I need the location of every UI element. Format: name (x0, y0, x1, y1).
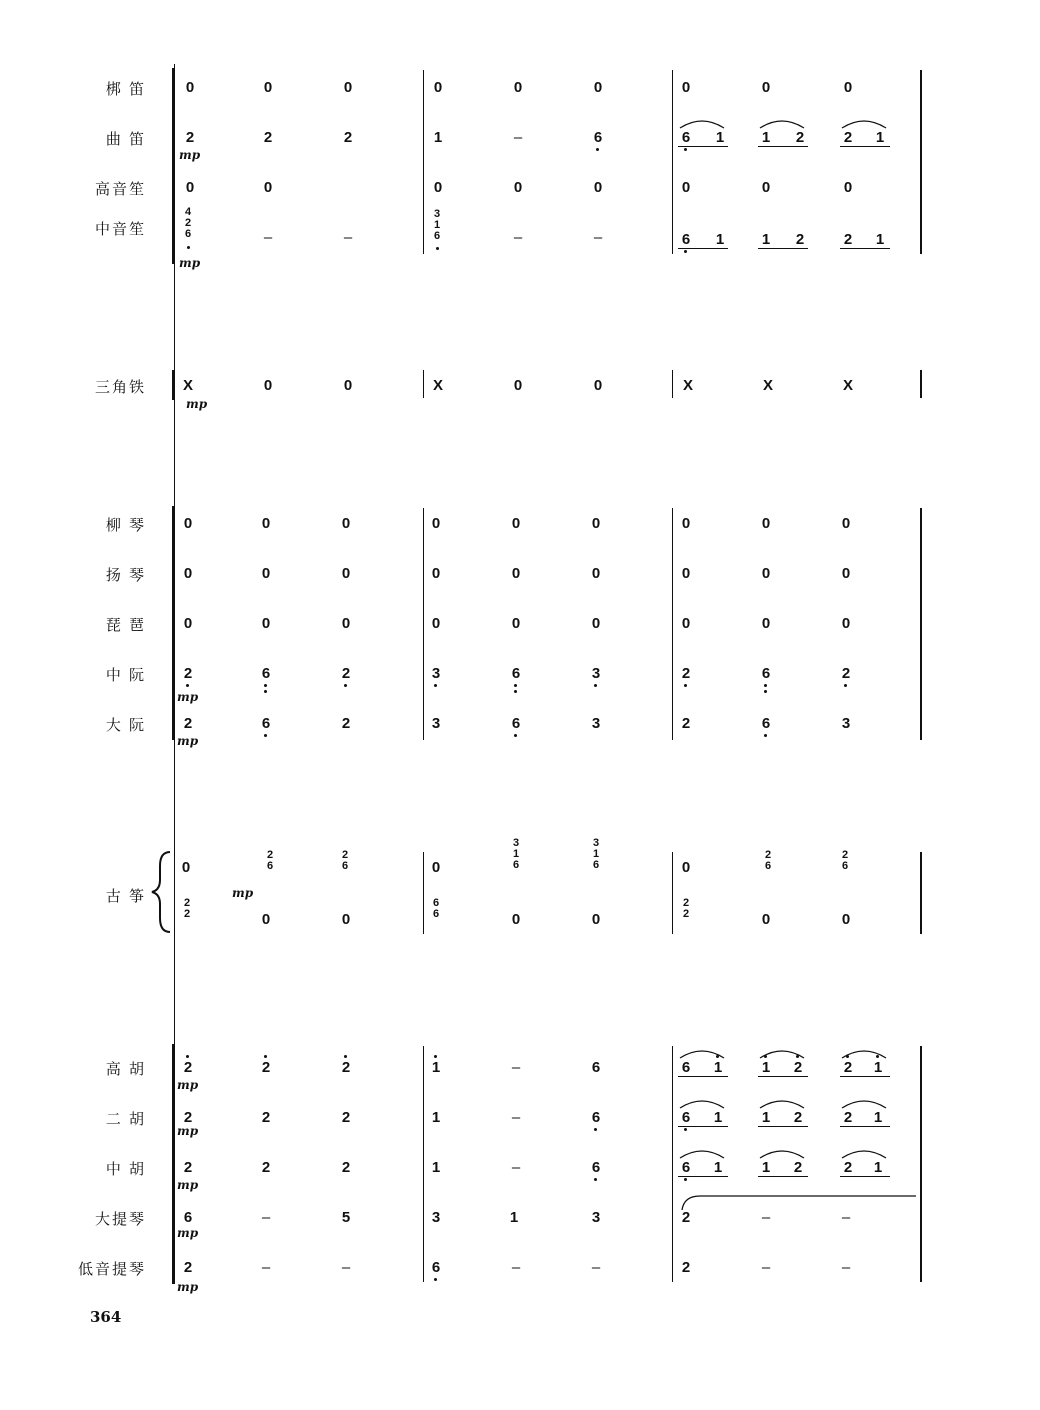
guzheng-brace (152, 852, 170, 932)
note: 0 (513, 179, 523, 196)
note: 0 (511, 515, 521, 532)
note: 0 (183, 515, 193, 532)
note: 0 (183, 565, 193, 582)
note: 0 (681, 859, 691, 876)
slur (760, 1051, 804, 1058)
note: 0 (681, 515, 691, 532)
dash: – (841, 1259, 851, 1276)
note: 3 (431, 1209, 441, 1226)
note: 3 (841, 715, 851, 732)
dynamic-mp: mp (177, 734, 199, 748)
note: 1 (761, 1159, 771, 1176)
note: 0 (511, 911, 521, 928)
instrument-name-yangqin: 扬 琴 (105, 567, 146, 584)
note: 1 (761, 129, 771, 146)
note-low: 3 (586, 666, 606, 681)
note: 0 (841, 515, 851, 532)
note: 1 (715, 129, 725, 146)
chord-note: 4 2 6 (184, 206, 192, 240)
dynamic-mp: mp (177, 1226, 199, 1240)
note: 3 (591, 1209, 601, 1226)
chord-note: 2 6 (341, 849, 349, 872)
note: 0 (431, 615, 441, 632)
note-high: 2 (788, 1060, 808, 1075)
note: 3 (591, 715, 601, 732)
note-low: 6 (256, 716, 276, 731)
note: 2 (341, 1109, 351, 1126)
instrument-name-pipa: 琵 琶 (105, 617, 146, 634)
note: 0 (263, 179, 273, 196)
note: 0 (591, 515, 601, 532)
note-high: 2 (178, 1060, 198, 1075)
dynamic-mp: mp (232, 886, 254, 900)
slur (842, 1051, 886, 1058)
note: 0 (681, 565, 691, 582)
dynamic-mp: mp (177, 1178, 199, 1192)
note: 2 (261, 1159, 271, 1176)
note-high: 1 (708, 1060, 728, 1075)
note: 6 (591, 1059, 601, 1076)
note-low: 6 (506, 716, 526, 731)
dash: – (511, 1109, 521, 1126)
note: 2 (341, 715, 351, 732)
note: 1 (431, 1159, 441, 1176)
instrument-name-zhonghu: 中 胡 (105, 1161, 146, 1178)
dash: – (341, 1259, 351, 1276)
instrument-name-qudi: 曲 笛 (105, 131, 146, 148)
note-low: 6 (676, 1110, 696, 1125)
chord-note: 2 6 (266, 849, 274, 872)
instrument-name-contrabass: 低音提琴 (77, 1261, 146, 1278)
note: 0 (761, 79, 771, 96)
note: 2 (341, 1159, 351, 1176)
note: X (682, 377, 693, 394)
instrument-name-daruan: 大 阮 (105, 717, 146, 734)
chord-note: 2 6 (841, 849, 849, 872)
note: X (762, 377, 773, 394)
note: X (182, 377, 193, 394)
note: 2 (843, 129, 853, 146)
chord-note: 3 1 6 (512, 837, 520, 871)
note: 2 (793, 1159, 803, 1176)
note: 2 (843, 1109, 853, 1126)
dynamic-mp: mp (177, 690, 199, 704)
note: 1 (713, 1109, 723, 1126)
note-low: 6 (676, 1160, 696, 1175)
note: 0 (681, 79, 691, 96)
dash: – (511, 1259, 521, 1276)
chord-note: 6 6 (432, 897, 440, 920)
note: 0 (593, 79, 603, 96)
note: 0 (185, 79, 195, 96)
note-low: 6 (586, 1160, 606, 1175)
note-high: 1 (868, 1060, 888, 1075)
note: 2 (795, 129, 805, 146)
note: 0 (341, 515, 351, 532)
note-low: 6 (426, 1260, 446, 1275)
dynamic-mp: mp (177, 1280, 199, 1294)
slur (842, 1101, 886, 1108)
note: 1 (431, 1109, 441, 1126)
note: 0 (761, 615, 771, 632)
note: 0 (511, 565, 521, 582)
note: 6 (183, 1209, 193, 1226)
note: 0 (841, 615, 851, 632)
dynamic-mp: mp (177, 1124, 199, 1138)
slur (680, 121, 724, 128)
dash: – (591, 1259, 601, 1276)
note: 0 (761, 179, 771, 196)
chord-note: 2 6 (764, 849, 772, 872)
note-low: 3 (426, 666, 446, 681)
chord-note: 3 1 6 (433, 208, 441, 242)
note: 0 (841, 911, 851, 928)
note-low: 2 (336, 666, 356, 681)
note-high: 1 (426, 1060, 446, 1075)
instrument-name-bangdi: 梆 笛 (105, 81, 146, 98)
note: 2 (793, 1109, 803, 1126)
slur (760, 1151, 804, 1158)
note: 2 (183, 1159, 193, 1176)
dash: – (761, 1209, 771, 1226)
note: 0 (843, 79, 853, 96)
slur (842, 121, 886, 128)
slur (680, 1051, 724, 1058)
note: 2 (843, 1159, 853, 1176)
note: 1 (873, 1109, 883, 1126)
note: 1 (509, 1209, 519, 1226)
note: 2 (681, 1209, 691, 1226)
instrument-name-zhongruan: 中 阮 (105, 667, 146, 684)
note-low: 6 (586, 1110, 606, 1125)
note: 0 (433, 79, 443, 96)
note: 0 (341, 615, 351, 632)
slur (760, 1101, 804, 1108)
chord-note: 2 2 (183, 897, 191, 920)
dash: – (513, 229, 523, 246)
note: 1 (875, 129, 885, 146)
note: 0 (511, 615, 521, 632)
note: 0 (761, 911, 771, 928)
note: 0 (841, 565, 851, 582)
note: 2 (681, 715, 691, 732)
note: 0 (591, 911, 601, 928)
note: X (432, 377, 443, 394)
note: 2 (263, 129, 273, 146)
slur (760, 121, 804, 128)
dash: – (261, 1259, 271, 1276)
note: 1 (761, 1109, 771, 1126)
note: 0 (431, 515, 441, 532)
note: 0 (261, 911, 271, 928)
note: 3 (431, 715, 441, 732)
note: 0 (343, 377, 353, 394)
note: 2 (261, 1109, 271, 1126)
note: 2 (183, 715, 193, 732)
note: 1 (873, 1159, 883, 1176)
note-low: 6 (256, 666, 276, 681)
note: 0 (591, 565, 601, 582)
dash: – (263, 229, 273, 246)
slur (842, 1151, 886, 1158)
note: 0 (183, 615, 193, 632)
note: 0 (431, 859, 441, 876)
note-high: 2 (838, 1060, 858, 1075)
note: 0 (261, 515, 271, 532)
page-number: 364 (90, 1308, 122, 1326)
note: 1 (875, 231, 885, 248)
note: 0 (843, 179, 853, 196)
chord-note: 3 1 6 (592, 837, 600, 871)
note: 2 (681, 1259, 691, 1276)
note: 0 (343, 79, 353, 96)
note-high: 2 (336, 1060, 356, 1075)
dash: – (761, 1259, 771, 1276)
dash: – (841, 1209, 851, 1226)
note: 0 (433, 179, 443, 196)
note: 2 (183, 1109, 193, 1126)
note: 0 (681, 615, 691, 632)
slur (680, 1101, 724, 1108)
dash: – (511, 1059, 521, 1076)
note-low: 2 (676, 666, 696, 681)
note: 2 (843, 231, 853, 248)
note: 2 (185, 129, 195, 146)
note: 0 (593, 377, 603, 394)
note: 0 (261, 615, 271, 632)
note-low: 6 (756, 716, 776, 731)
instrument-name-guzheng: 古 筝 (105, 888, 146, 905)
dash: – (511, 1159, 521, 1176)
note: 2 (795, 231, 805, 248)
dynamic-mp: mp (179, 148, 201, 162)
note: 0 (681, 179, 691, 196)
dash: – (593, 229, 603, 246)
slur (680, 1151, 724, 1158)
note: 1 (713, 1159, 723, 1176)
instrument-name-cello: 大提琴 (94, 1211, 146, 1228)
note-low: 2 (836, 666, 856, 681)
instrument-name-zhongyinsheng: 中音笙 (94, 221, 146, 238)
dash: – (261, 1209, 271, 1226)
note: 5 (341, 1209, 351, 1226)
note: 1 (715, 231, 725, 248)
note: 0 (263, 79, 273, 96)
note: 1 (761, 231, 771, 248)
note: 1 (433, 129, 443, 146)
note: 0 (513, 377, 523, 394)
note: 2 (183, 1259, 193, 1276)
note: 0 (181, 859, 191, 876)
note: 0 (761, 565, 771, 582)
note: 6 (681, 1059, 691, 1076)
instrument-name-erhu: 二 胡 (105, 1111, 146, 1128)
note-low: 6 (506, 666, 526, 681)
note: 0 (341, 911, 351, 928)
dynamic-mp: mp (177, 1078, 199, 1092)
instrument-name-liuqin: 柳 琴 (105, 517, 146, 534)
note: 0 (263, 377, 273, 394)
note: 0 (591, 615, 601, 632)
tie-cello (682, 1196, 916, 1210)
dash: – (513, 129, 523, 146)
dynamic-mp: mp (179, 256, 201, 270)
note: X (842, 377, 853, 394)
note: 0 (593, 179, 603, 196)
note: 0 (513, 79, 523, 96)
note-low: 6 (676, 130, 696, 145)
note-low: 6 (588, 130, 608, 145)
note-high: 1 (756, 1060, 776, 1075)
note-low: 2 (178, 666, 198, 681)
note: 0 (261, 565, 271, 582)
dash: – (343, 229, 353, 246)
note: 0 (341, 565, 351, 582)
chord-note: 2 2 (682, 897, 690, 920)
instrument-name-gaoyinsheng: 高音笙 (94, 181, 146, 198)
note-low: 6 (756, 666, 776, 681)
note-high: 2 (256, 1060, 276, 1075)
note: 0 (185, 179, 195, 196)
note: 2 (343, 129, 353, 146)
note-low: 6 (676, 232, 696, 247)
note: 0 (761, 515, 771, 532)
instrument-name-sanjiaotie: 三角铁 (94, 379, 146, 396)
instrument-name-gaohu: 高 胡 (105, 1061, 146, 1078)
note: 0 (431, 565, 441, 582)
dynamic-mp: mp (186, 397, 208, 411)
